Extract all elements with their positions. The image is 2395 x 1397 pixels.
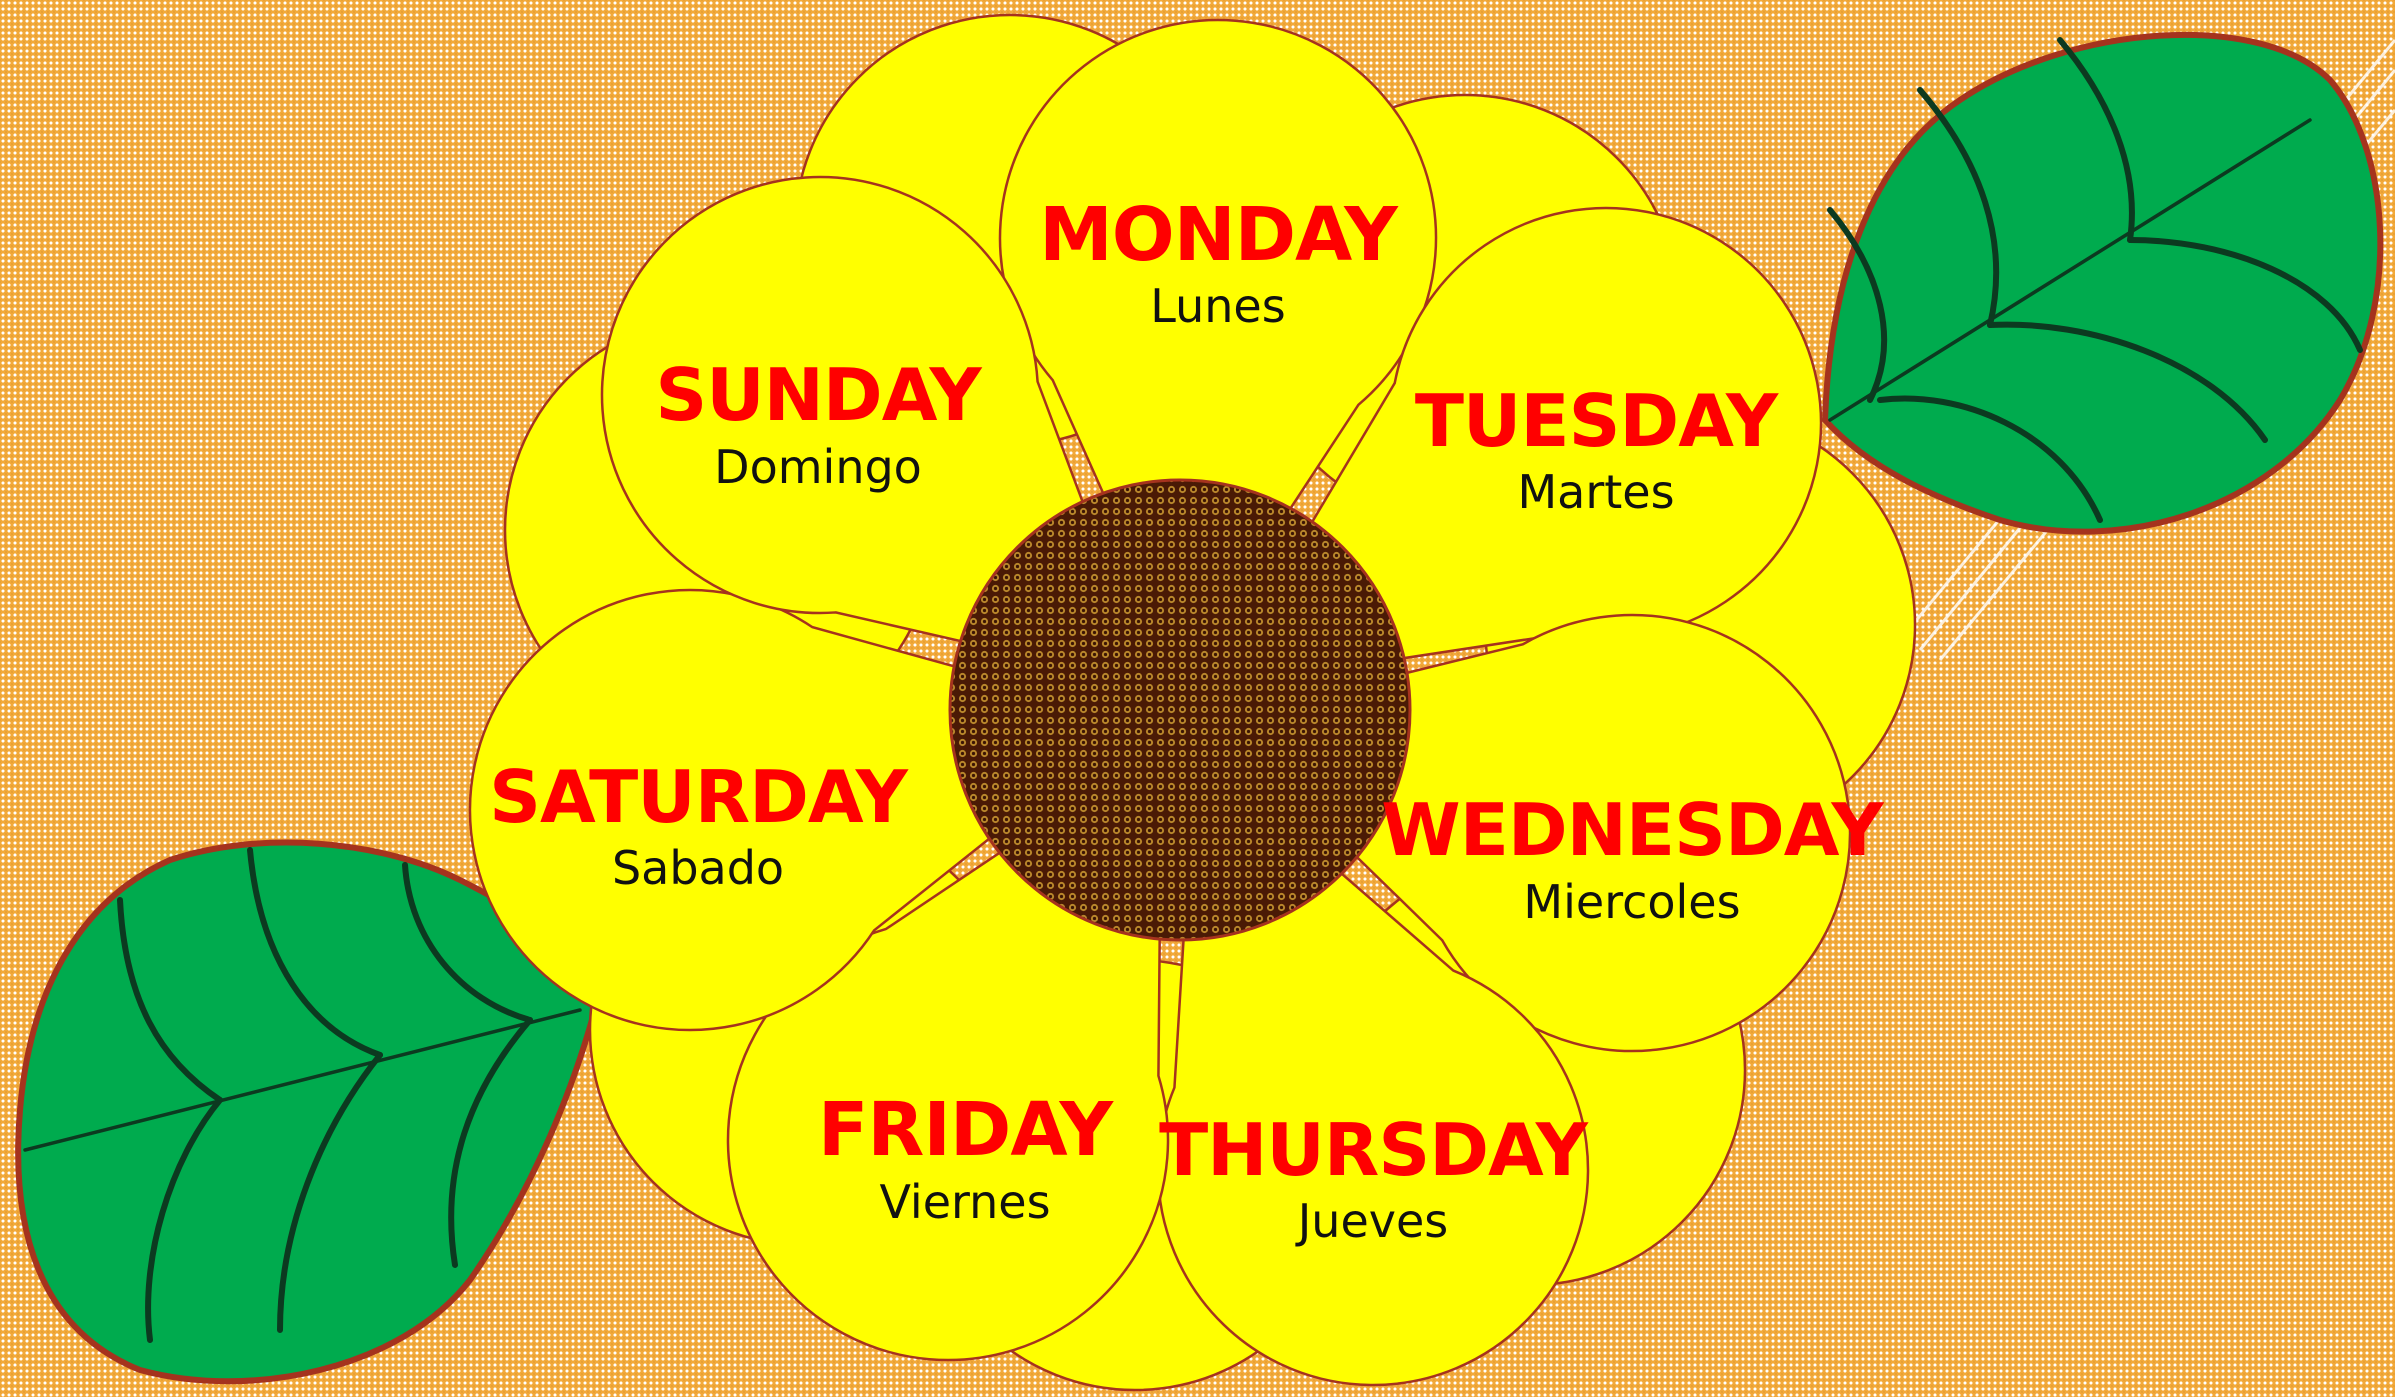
day-english-sunday: SUNDAY bbox=[655, 353, 981, 437]
day-spanish-friday: Viernes bbox=[879, 1175, 1051, 1229]
leaf-right bbox=[1825, 35, 2380, 532]
day-spanish-wednesday: Miercoles bbox=[1523, 875, 1741, 929]
day-spanish-tuesday: Martes bbox=[1517, 465, 1675, 519]
day-english-friday: FRIDAY bbox=[817, 1087, 1113, 1173]
day-english-saturday: SATURDAY bbox=[489, 755, 907, 839]
day-spanish-sunday: Domingo bbox=[714, 440, 922, 494]
seed-center bbox=[950, 480, 1410, 940]
day-spanish-saturday: Sabado bbox=[611, 841, 785, 895]
day-english-thursday: THURSDAY bbox=[1159, 1108, 1587, 1192]
day-english-monday: MONDAY bbox=[1039, 192, 1397, 278]
day-english-wednesday: WEDNESDAY bbox=[1381, 788, 1883, 872]
day-english-tuesday: TUESDAY bbox=[1414, 379, 1778, 463]
day-spanish-thursday: Jueves bbox=[1297, 1194, 1449, 1248]
day-spanish-monday: Lunes bbox=[1150, 279, 1286, 333]
